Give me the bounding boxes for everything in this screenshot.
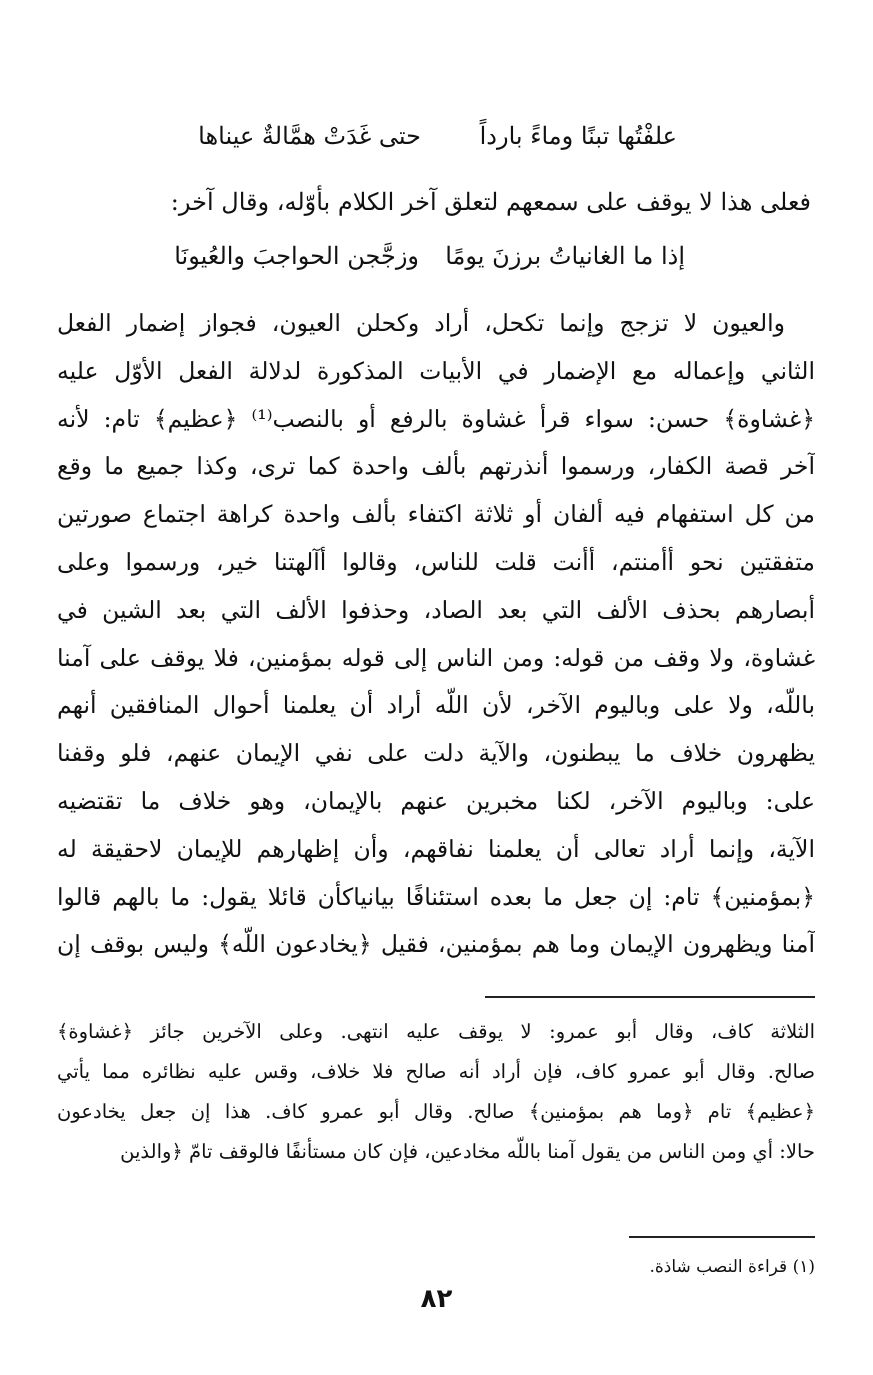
- text-line: يظهرون خلاف ما يبطنون، والآية دلت على نفي الإيمان عنهم، فلو وقفنا: [57, 739, 815, 768]
- text-line: والعيون لا تزجج وإنما تكحل، أراد وكحلن العيون، فجواز إضمار الفعل: [57, 309, 785, 337]
- text-line: على: وباليوم الآخر، لكنا مخبرين عنهم بالإيمان، وهو خلاف ما تقتضيه: [57, 786, 815, 815]
- text-line: آخر قصة الكفار، ورسموا أنذرتهم بألف واحدة كما ترى، وكذا جميع ما وقع: [57, 452, 815, 481]
- text-line: ﴿غشاوة﴾ حسن: سواء قرأ غشاوة بالرفع أو بالنصب⁽¹⁾ ﴿عظيم﴾ تام: لأنه: [57, 404, 815, 433]
- poetry-verse-1: [0, 122, 873, 162]
- commentary-line: الثلاثة كاف، وقال أبو عمرو: لا يوقف عليه انتهى. وعلى الآخرين جائز ﴿غشاوة﴾: [57, 1020, 815, 1043]
- text-line: غشاوة، ولا وقف من قوله: ومن الناس إلى قوله بمؤمنين، فلا يوقف على آمنا: [57, 643, 815, 672]
- text-line: الثاني وإعماله مع الإضمار في الأبيات المذكورة لدلالة الفعل الأوّل عليه: [57, 356, 815, 385]
- text-line: أبصارهم بحذف الألف التي بعد الصاد، وحذفوا الألف التي بعد الشين في: [57, 595, 815, 624]
- footnote: (١) قراءة النصب شاذة.: [649, 1257, 815, 1277]
- commentary-line: صالح. وقال أبو عمرو كاف، فإن أراد أنه صالح فلا خلاف، وقس عليه نظائره مما يأتي: [57, 1060, 815, 1083]
- text-line: آمنا ويظهرون الإيمان وما هم بمؤمنين، فقيل ﴿يخادعون اللّه﴾ وليس بوقف إن: [57, 930, 815, 959]
- text-line: متفقتين نحو أأمنتم، أأنت قلت للناس، وقالوا أآلهتنا خير، ورسموا وعلى: [57, 547, 815, 576]
- verse-1-second-hemistich: حتى غَدَتْ همَّالةٌ عيناها: [198, 122, 421, 150]
- commentary-line: ﴿عظيم﴾ تام ﴿وما هم بمؤمنين﴾ صالح. وقال أبو عمرو كاف. هذا إن جعل يخادعون: [57, 1100, 815, 1123]
- commentary-text: [57, 1012, 815, 1172]
- main-text: [57, 300, 815, 969]
- text-line: الآية، وإنما أراد تعالى أن يعلمنا نفاقهم، وأن إظهارهم للإيمان لاحقيقة له: [57, 834, 815, 863]
- poetry-verse-2: [0, 242, 873, 282]
- footnote-divider: [629, 1236, 815, 1238]
- text-line: ﴿بمؤمنين﴾ تام: إن جعل ما بعده استئنافًا بيانياكأن قائلا يقول: ما بالهم قالوا: [57, 882, 815, 911]
- intro-line: فعلى هذا لا يوقف على سمعهم لتعلق آخر الكلام بأوّله، وقال آخر:: [170, 188, 811, 216]
- commentary-divider: [485, 996, 815, 998]
- commentary-line: حالا: أي ومن الناس من يقول آمنا باللّه مخادعين، فإن كان مستأنفًا فالوقف تامّ ﴿والذين: [120, 1140, 815, 1163]
- verse-1-first-hemistich: علفْتُها تبنًا وماءً بارداً: [479, 122, 677, 150]
- page-number: ٨٢: [420, 1284, 453, 1314]
- verse-2-second-hemistich: وزجَّجن الحواجبَ والعُيونَا: [174, 242, 419, 270]
- verse-2-first-hemistich: إذا ما الغانياتُ برزنَ يومًا: [445, 242, 685, 270]
- text-line: من كل استفهام فيه ألفان أو ثلاثة اكتفاء بألف واحدة كراهة اجتماع صورتين: [57, 500, 815, 529]
- text-line: باللّه، ولا على وباليوم الآخر، لأن اللّه أراد أن يعلمنا أحوال المنافقين أنهم: [57, 691, 815, 720]
